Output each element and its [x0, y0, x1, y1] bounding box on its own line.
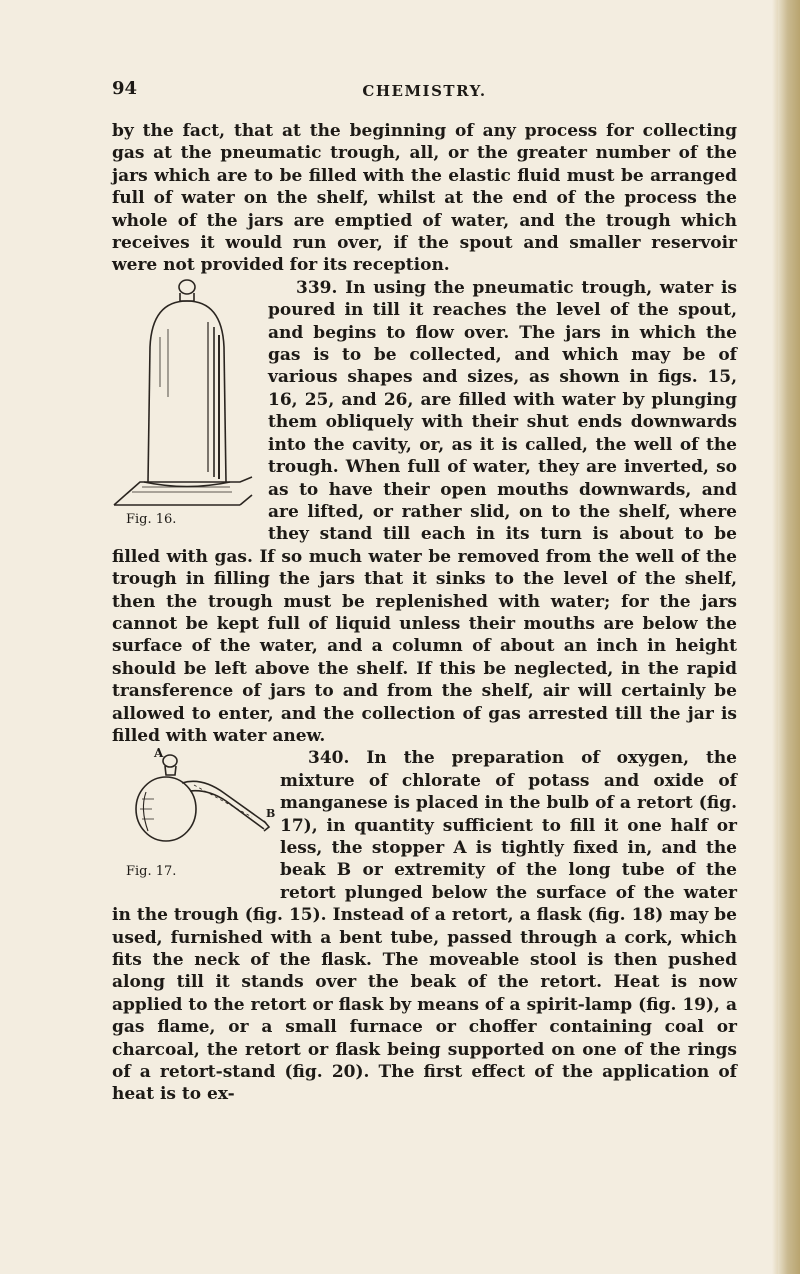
paragraph-339: 339. In using the pneumatic trough, water is poured in till it reaches the level of the spout, and begins to flow over. The jars in which the gas is to be collected, and which may be of various shapes and sizes, as shown in figs. 15, 16, 25, and 26, are filled with water by plunging them obliquely with their shut ends downwards into the cavity, or, as it is called, the well of the trough. When full of water, they are inverted, so as to have their open mouths downwards, and are lifted, or rather slid, on to the shelf, where they stand till each in its turn is about to be filled with gas. If so much water be removed from the well of the trough in filling the jars that it sinks to the level of the shelf, then the trough must be replenished with water; for the jars cannot be kept full of liquid unless their mouths are below the surface of the water, and a column of about an inch in height should be left above the shelf. If this be neglected, in the rapid transference of jars to and from the shelf, air will certainly be allowed to enter, and the collection of gas arrested till the jar is filled with water anew. [112, 277, 737, 746]
figure-17-caption: Fig. 17. [126, 863, 177, 879]
figure-16-caption: Fig. 16. [126, 512, 177, 528]
page-edge [778, 0, 800, 1274]
page-body [112, 120, 737, 1106]
bell-jar-illustration [112, 277, 262, 512]
page-header [112, 78, 737, 102]
figure-16 [112, 277, 262, 532]
label-a: A [154, 746, 164, 761]
retort-illustration [132, 747, 274, 865]
paragraph-340: 340. In the preparation of oxygen, the mixture of chlorate of potass and oxide of manganese is placed in the bulb of a retort (fig. 17), in quantity sufficient to fill it one half or less, the stopper A is tightly fixed in, and the beak B or extremity of the long tube of the retort plunged below the surface of the water in the trough (fig. 15). Instead of a retort, a flask (fig. 18) may be used, furnished with a bent tube, passed through a cork, which fits the neck of the flask. The moveable stool is then pushed along till it stands over the beak of the retort. Heat is now applied to the retort or flask by means of a spirit-lamp (fig. 19), a gas flame, or a small furnace or choffer containing coal or charcoal, the retort or flask being supported on one of the rings of a retort-stand (fig. 20). The first effect of the application of heat is to ex- [112, 748, 737, 1105]
figure-17 [126, 746, 276, 887]
paragraph-continuation: by the fact, that at the beginning of any process for collecting gas at the pneumatic trough, all, or the greater number of the jars which are to be filled with the elastic fluid must be arranged full of water on the shelf, whilst at the end of the process the whole of the jars are emptied of water, and the trough which receives it would run over, if the spout and smaller reservoir were not provided for its reception. [112, 121, 737, 276]
running-head: CHEMISTRY. [362, 82, 487, 100]
page-number: 94 [112, 78, 138, 99]
label-b: B [266, 807, 276, 821]
